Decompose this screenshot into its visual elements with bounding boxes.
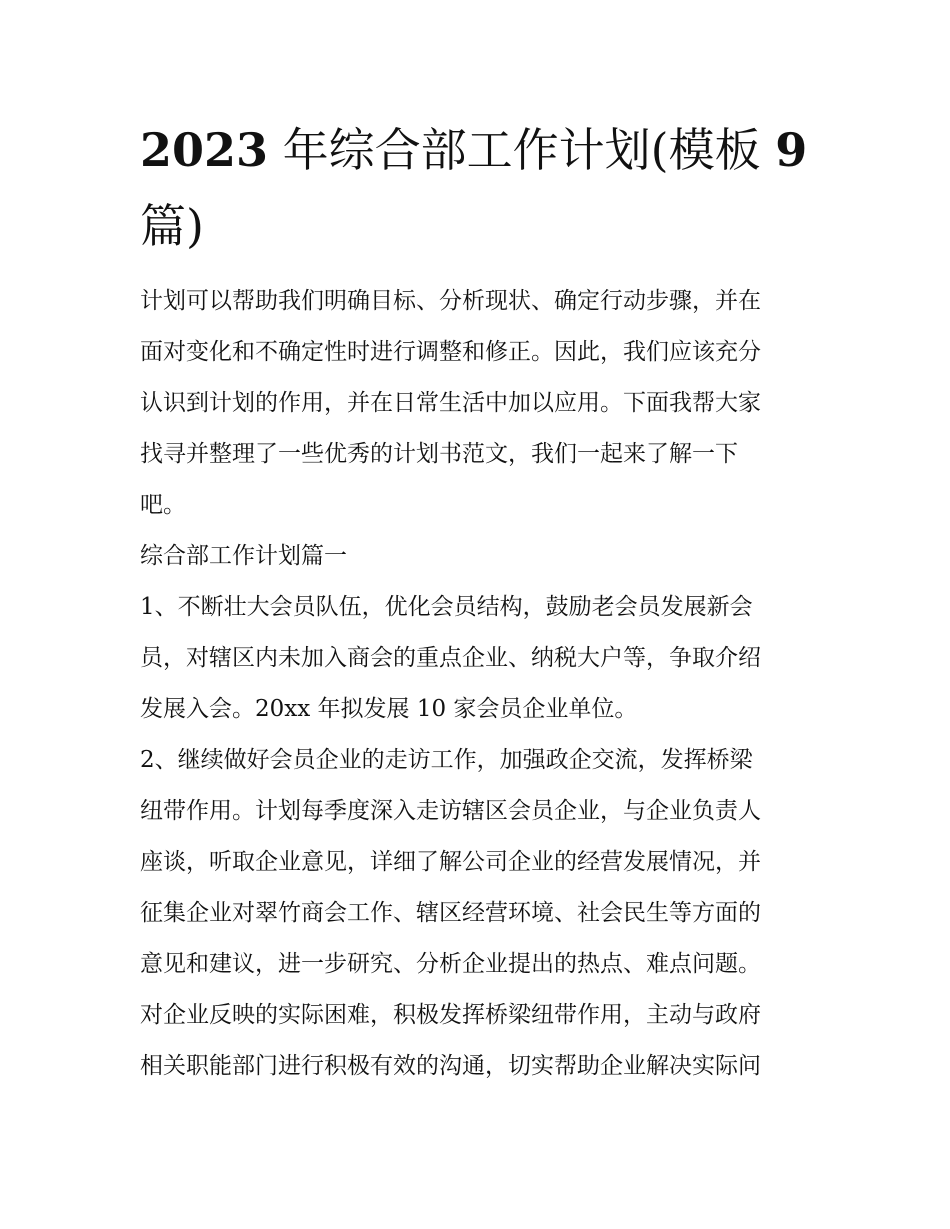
title-text: 年综合部工作计划(模板 xyxy=(282,123,761,177)
document-title xyxy=(140,112,820,264)
document-body xyxy=(140,276,830,1092)
text-line: 计划可以帮助我们明确目标、分析现状、确定行动步骤，并在 xyxy=(140,288,761,314)
text-line: 征集企业对翠竹商会工作、辖区经营环境、社会民生等方面的 xyxy=(140,900,761,926)
title-year: 2023 xyxy=(140,123,269,177)
section-heading: 综合部工作计划篇一 xyxy=(140,543,347,569)
title-line-2: 篇) xyxy=(140,199,204,253)
text-line: 发展入会。20xx 年拟发展 10 家会员企业单位。 xyxy=(140,696,638,722)
text-line: 意见和建议，进一步研究、分析企业提出的热点、难点问题。 xyxy=(140,951,761,977)
text-line: 座谈，听取企业意见，详细了解公司企业的经营发展情况，并 xyxy=(140,849,761,875)
title-count: 9 xyxy=(775,123,808,177)
text-line: 1、不断壮大会员队伍，优化会员结构，鼓励老会员发展新会 xyxy=(140,594,753,620)
text-line: 认识到计划的作用，并在日常生活中加以应用。下面我帮大家 xyxy=(140,390,761,416)
text-line: 相关职能部门进行积极有效的沟通，切实帮助企业解决实际问 xyxy=(140,1053,761,1079)
text-line: 对企业反映的实际困难，积极发挥桥梁纽带作用，主动与政府 xyxy=(140,1002,761,1028)
text-line: 纽带作用。计划每季度深入走访辖区会员企业，与企业负责人 xyxy=(140,798,761,824)
text-line: 找寻并整理了一些优秀的计划书范文，我们一起来了解一下 xyxy=(140,441,738,467)
text-line: 吧。 xyxy=(140,492,186,518)
text-line: 员，对辖区内未加入商会的重点企业、纳税大户等，争取介绍 xyxy=(140,645,761,671)
title-line-1 xyxy=(140,112,820,188)
text-line: 2、继续做好会员企业的走访工作，加强政企交流，发挥桥梁 xyxy=(140,747,753,773)
text-line: 面对变化和不确定性时进行调整和修正。因此，我们应该充分 xyxy=(140,339,761,365)
